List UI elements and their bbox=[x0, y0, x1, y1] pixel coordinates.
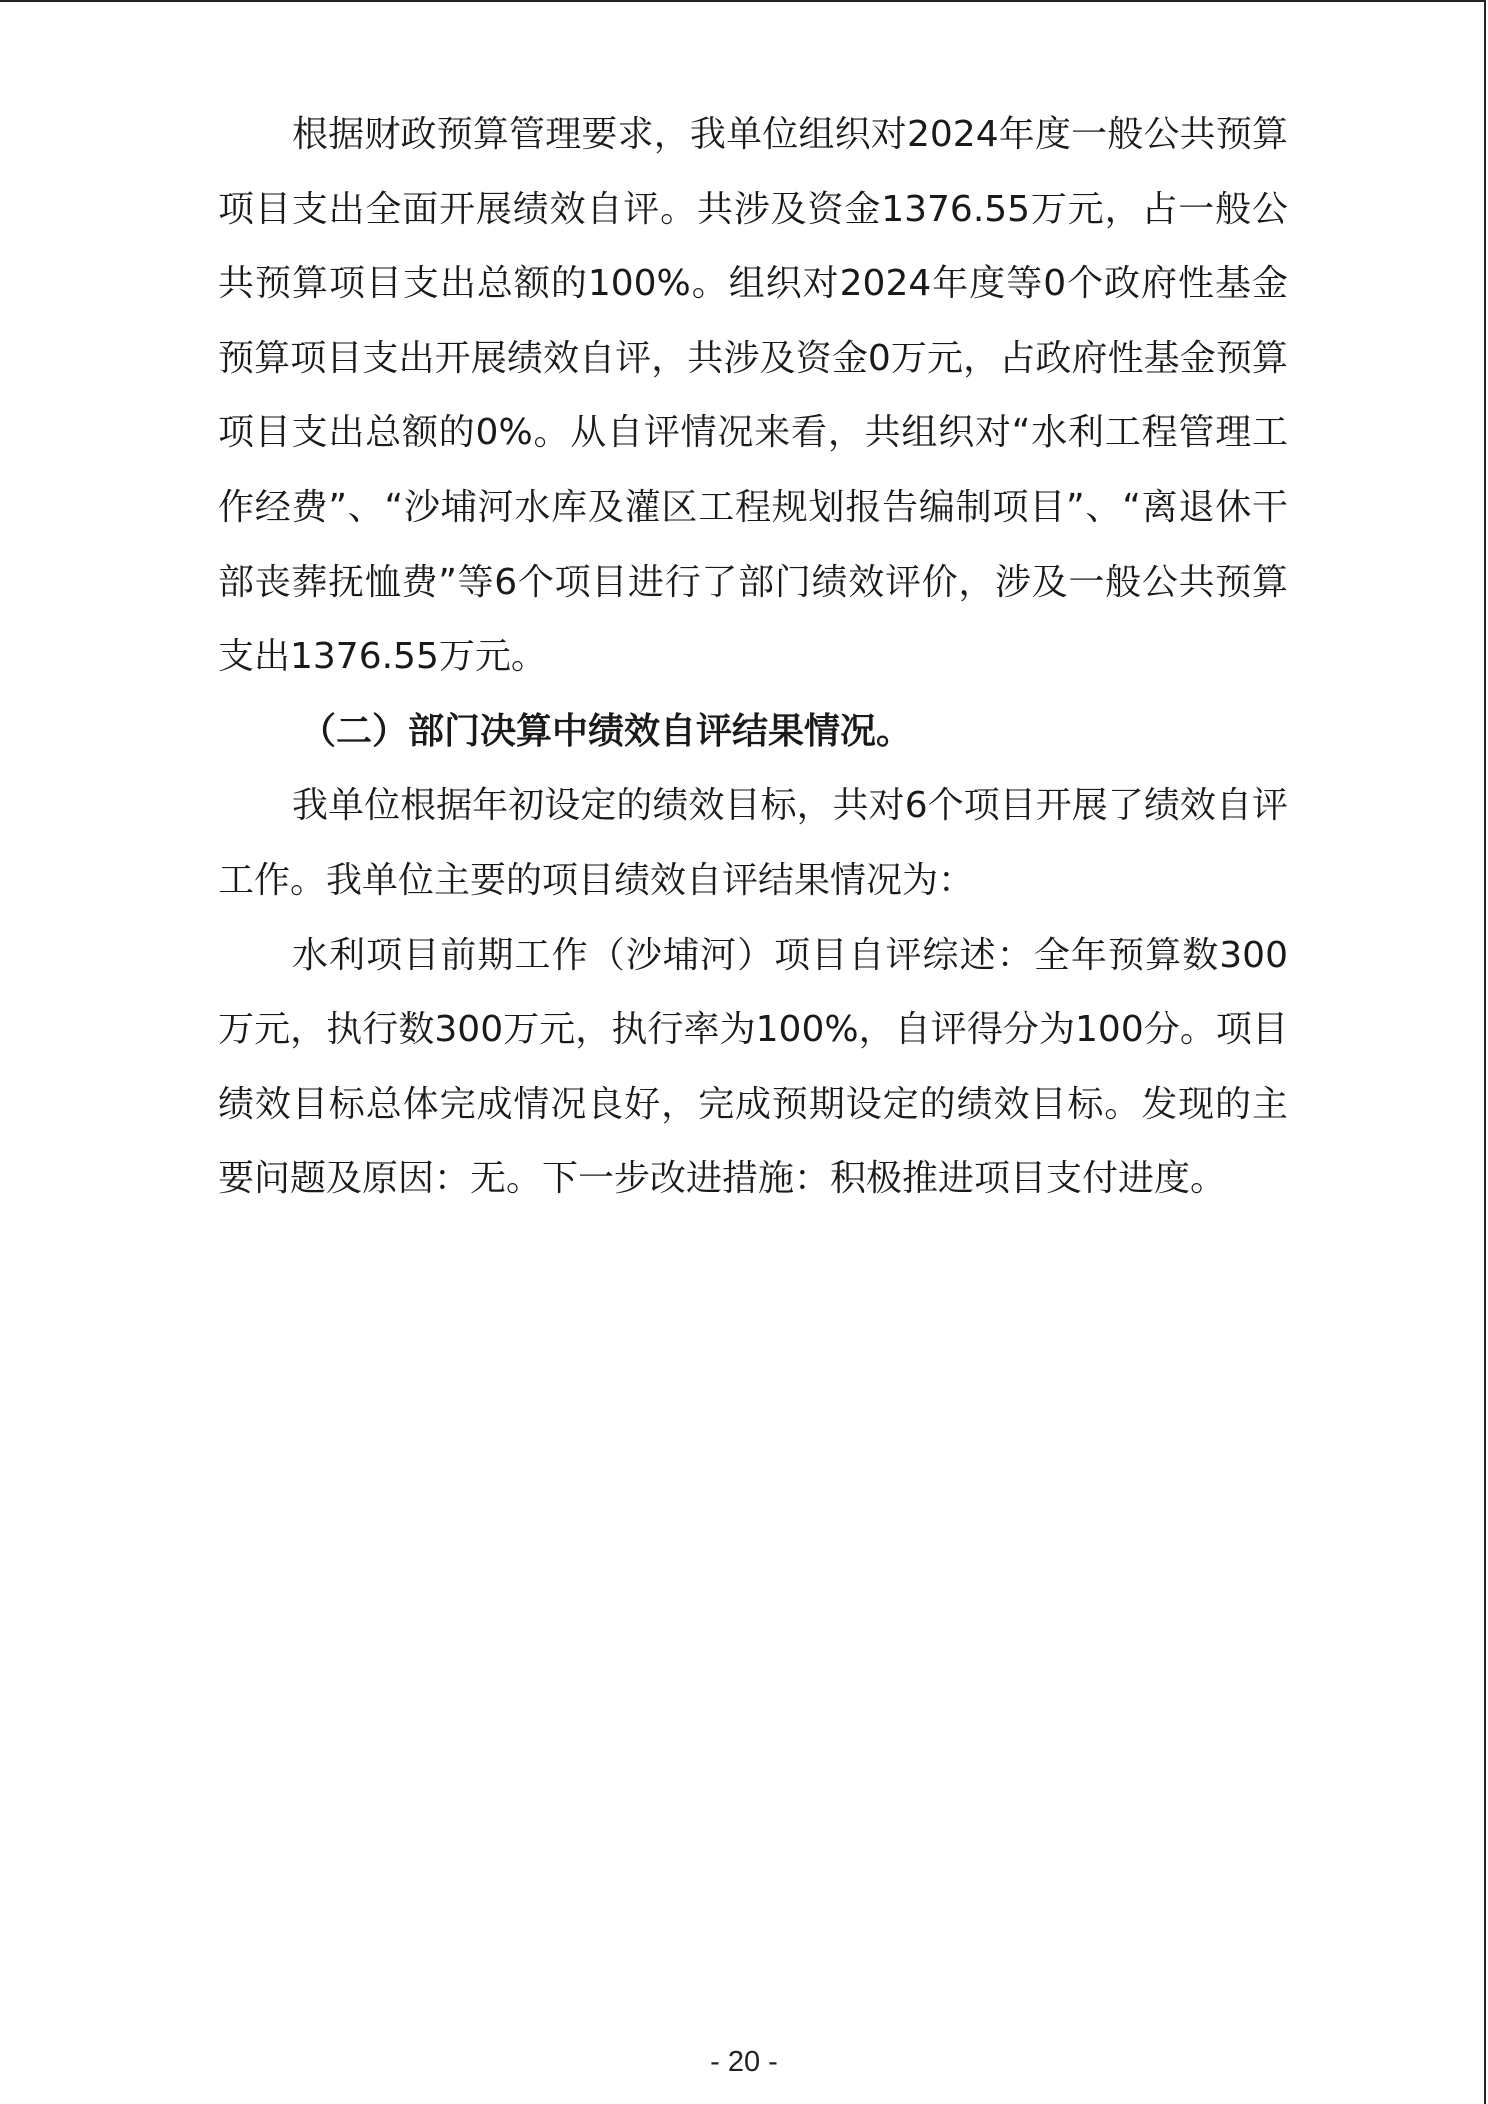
paragraph-evaluation-summary: 我单位根据年初设定的绩效目标，共对6个项目开展了绩效自评工作。我单位主要的项目绩效自评结果情况为： bbox=[218, 785, 1288, 901]
document-body bbox=[218, 98, 1288, 1217]
paragraph-project-result: 水利项目前期工作（沙埔河）项目自评综述：全年预算数300万元，执行数300万元，执行率为100%，自评得分为100分。项目绩效目标总体完成情况良好，完成预期设定的绩效目标。发现的主要问题及原因：无。下一步改进措施：积极推进项目支付进度。 bbox=[218, 934, 1288, 1200]
section-heading: （二）部门决算中绩效自评结果情况。 bbox=[300, 710, 913, 752]
paragraph-self-evaluation-overview: 根据财政预算管理要求，我单位组织对2024年度一般公共预算项目支出全面开展绩效自评。共涉及资金1376.55万元，占一般公共预算项目支出总额的100%。组织对2024年度等0个政府性基金预算项目支出开展绩效自评，共涉及资金0万元，占政府性基金预算项目支出总额的0%。从自评情况来看，共组织对“水利工程管理工作经费”、“沙埔河水库及灌区工程规划报告编制项目”、“离退休干部丧葬抚恤费”等6个项目进行了部门绩效评价，涉及一般公共预算支出1376.55万元。 bbox=[218, 114, 1288, 678]
page-number: - 20 - bbox=[710, 2046, 778, 2078]
